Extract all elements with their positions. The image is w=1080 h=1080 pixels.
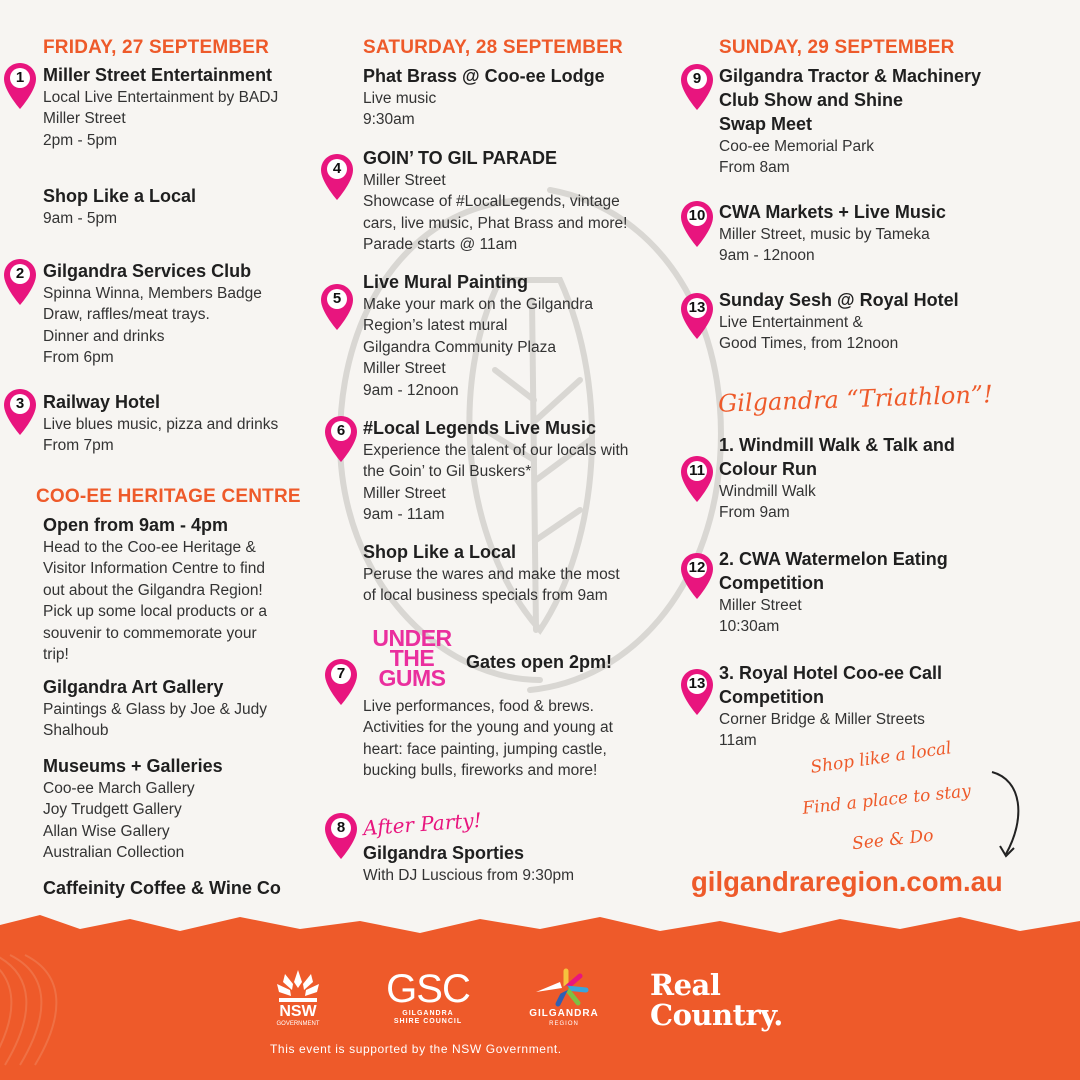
- event-desc: Head to the Coo-ee Heritage & Visitor Information Centre to find out about the Gilgandra Region! Pick up some local products or a souvenir to commemorate your trip!: [43, 539, 267, 664]
- event-live-mural-painting: [363, 270, 683, 401]
- event-title: Railway Hotel: [43, 392, 161, 412]
- event-desc: Coo-ee March Gallery Joy Trudgett Gallery Allan Wise Gallery Australian Collection: [43, 780, 195, 862]
- event-cooee-call: [719, 661, 1039, 752]
- event-tractor-machinery: [719, 64, 1039, 179]
- map-pin-icon: [324, 415, 358, 463]
- event-shop-like-local-sat: [363, 540, 688, 607]
- pin-number: 2: [15, 265, 25, 282]
- gsc-sub: GILGANDRA SHIRE COUNCIL: [393, 1010, 463, 1025]
- event-desc: Coo-ee Memorial Park From 8am: [719, 138, 875, 177]
- pin-number: 7: [336, 665, 346, 682]
- map-pin-icon: [680, 292, 714, 340]
- pin-number: 3: [15, 395, 25, 412]
- gilgandra-sub: REGION: [549, 1021, 579, 1027]
- logo-line: UNDER: [372, 625, 452, 651]
- map-pin-icon: [680, 668, 714, 716]
- starburst-icon: [534, 968, 594, 1008]
- cooee-museums: [43, 754, 333, 864]
- event-title: Museums + Galleries: [43, 756, 223, 776]
- map-pin-icon: [3, 388, 37, 436]
- promo-shop-like-local: Shop like a local: [809, 738, 953, 778]
- cooee-header: COO-EE HERITAGE CENTRE: [36, 486, 301, 507]
- event-desc: 9am - 5pm: [43, 210, 118, 227]
- event-title: #Local Legends Live Music: [363, 418, 597, 438]
- event-windmill-walk: [719, 433, 1039, 524]
- event-title: Gilgandra Sporties: [363, 843, 525, 863]
- nsw-text: NSW: [279, 1003, 317, 1020]
- event-gilgandra-sporties: [363, 841, 683, 886]
- pin-number: 4: [332, 160, 342, 177]
- event-cwa-markets: [719, 200, 1039, 267]
- event-title: Shop Like a Local: [363, 542, 517, 562]
- event-title: Shop Like a Local: [43, 186, 197, 206]
- cooee-art-gallery: [43, 675, 333, 742]
- event-title: Miller Street Entertainment: [43, 65, 273, 85]
- event-desc: Paintings & Glass by Joe & Judy Shalhoub: [43, 701, 268, 740]
- map-pin-icon: [324, 658, 358, 706]
- promo-find-place-to-stay: Find a place to stay: [801, 781, 972, 819]
- gsc-text: GSC: [386, 967, 470, 1011]
- event-title: Gilgandra Art Gallery: [43, 677, 224, 697]
- support-note: This event is supported by the NSW Government.: [270, 1042, 562, 1056]
- gsc-logo: [382, 968, 474, 1026]
- map-pin-icon: [320, 153, 354, 201]
- map-pin-icon: [3, 258, 37, 306]
- event-title: Gilgandra Services Club: [43, 261, 252, 281]
- pin-number: 13: [688, 675, 706, 692]
- event-desc: Miller Street Showcase of #LocalLegends, vintage cars, live music, Phat Brass and more! Parade starts @ 11am: [363, 172, 628, 254]
- map-pin-icon: [3, 62, 37, 110]
- under-the-gums-logo: [360, 625, 464, 691]
- event-desc: Live performances, food & brews. Activities for the young and young at heart: face painting, jumping castle, bucking bulls, fireworks and more!: [363, 698, 613, 780]
- event-under-the-gums-gates: [466, 650, 686, 674]
- event-title: CWA Markets + Live Music: [719, 202, 946, 222]
- real-country-logo: Real Country.: [650, 968, 783, 1032]
- event-title: Live Mural Painting: [363, 272, 529, 292]
- event-desc: Peruse the wares and make the most of local business specials from 9am: [363, 566, 620, 605]
- pin-number: 10: [688, 207, 706, 224]
- pin-number: 13: [688, 299, 706, 316]
- event-title: 3. Royal Hotel Coo-ee Call Competition: [719, 663, 943, 707]
- after-party-label: After Party!: [362, 807, 483, 841]
- event-desc: Experience the talent of our locals with the Goin’ to Gil Buskers* Miller Street 9am - 11am: [363, 442, 629, 524]
- pin-number: 11: [689, 462, 705, 479]
- sunday-header: SUNDAY, 29 SEPTEMBER: [719, 37, 955, 58]
- pin-number: 8: [336, 819, 346, 836]
- cooee-caffeinity: [43, 876, 333, 900]
- friday-header: FRIDAY, 27 SEPTEMBER: [43, 37, 270, 58]
- event-desc: Live Entertainment & Good Times, from 12noon: [719, 314, 899, 353]
- event-phat-brass: [363, 64, 683, 131]
- event-desc: Spinna Winna, Members Badge Draw, raffles/meat trays. Dinner and drinks From 6pm: [43, 285, 262, 367]
- pin-number: 9: [692, 70, 702, 87]
- map-pin-icon: [324, 812, 358, 860]
- event-title: Sunday Sesh @ Royal Hotel: [719, 290, 959, 310]
- pin-number: 5: [332, 290, 342, 307]
- gilgandra-text: GILGANDRA: [529, 1008, 599, 1019]
- logo-line: GUMS: [378, 665, 446, 691]
- event-desc: With DJ Luscious from 9:30pm: [363, 867, 575, 884]
- event-title: 1. Windmill Walk & Talk and Colour Run: [719, 435, 955, 479]
- event-title: Gates open 2pm!: [466, 652, 613, 672]
- event-railway-hotel: [43, 390, 343, 457]
- event-desc: Make your mark on the Gilgandra Region’s latest mural Gilgandra Community Plaza Miller Street 9am - 12noon: [363, 296, 594, 399]
- waratah-icon: [273, 968, 323, 1004]
- map-pin-icon: [680, 455, 714, 503]
- event-desc: Local Live Entertainment by BADJ Miller Street 2pm - 5pm: [43, 89, 279, 149]
- event-title: Open from 9am - 4pm: [43, 515, 229, 535]
- event-goin-to-gil-parade: [363, 146, 683, 256]
- event-desc: Corner Bridge & Miller Streets 11am: [719, 711, 925, 750]
- event-desc: Windmill Walk From 9am: [719, 483, 816, 522]
- pin-number: 6: [336, 422, 346, 439]
- event-desc: Live music 9:30am: [363, 90, 437, 129]
- event-shop-like-local-fri: [43, 184, 343, 229]
- logo-line: THE: [389, 645, 435, 671]
- event-gilgandra-services-club: [43, 259, 343, 369]
- nsw-government-logo: [266, 968, 330, 1028]
- event-desc: Miller Street, music by Tameka 9am - 12noon: [719, 226, 930, 265]
- event-title: 2. CWA Watermelon Eating Competition: [719, 549, 948, 593]
- event-title: Phat Brass @ Coo-ee Lodge: [363, 66, 605, 86]
- event-under-the-gums-desc: [363, 696, 688, 782]
- map-pin-icon: [680, 63, 714, 111]
- curved-arrow-icon: [990, 768, 1030, 864]
- event-sunday-sesh: [719, 288, 1039, 355]
- map-pin-icon: [680, 552, 714, 600]
- event-title: Caffeinity Coffee & Wine Co: [43, 878, 281, 898]
- promo-see-and-do: See & Do: [851, 825, 935, 855]
- website-link[interactable]: gilgandraregion.com.au: [691, 866, 1003, 897]
- triathlon-title: Gilgandra “Triathlon”!: [717, 380, 994, 418]
- event-local-legends: [363, 416, 688, 526]
- event-title: Gilgandra Tractor & Machinery Club Show and Shine Swap Meet: [719, 66, 982, 134]
- pin-number: 12: [688, 559, 706, 576]
- event-desc: Miller Street 10:30am: [719, 597, 802, 636]
- event-miller-street-entertainment: [43, 63, 343, 151]
- map-pin-icon: [320, 283, 354, 331]
- event-title: GOIN’ TO GIL PARADE: [363, 148, 558, 168]
- event-desc: Live blues music, pizza and drinks From 7pm: [43, 416, 279, 455]
- pin-number: 1: [15, 69, 25, 86]
- map-pin-icon: [680, 200, 714, 248]
- saturday-header: SATURDAY, 28 SEPTEMBER: [363, 37, 623, 58]
- cooee-open-hours: [43, 513, 333, 665]
- nsw-sub: GOVERNMENT: [276, 1021, 320, 1027]
- event-watermelon-eating: [719, 547, 1039, 638]
- gilgandra-region-logo: [518, 968, 610, 1028]
